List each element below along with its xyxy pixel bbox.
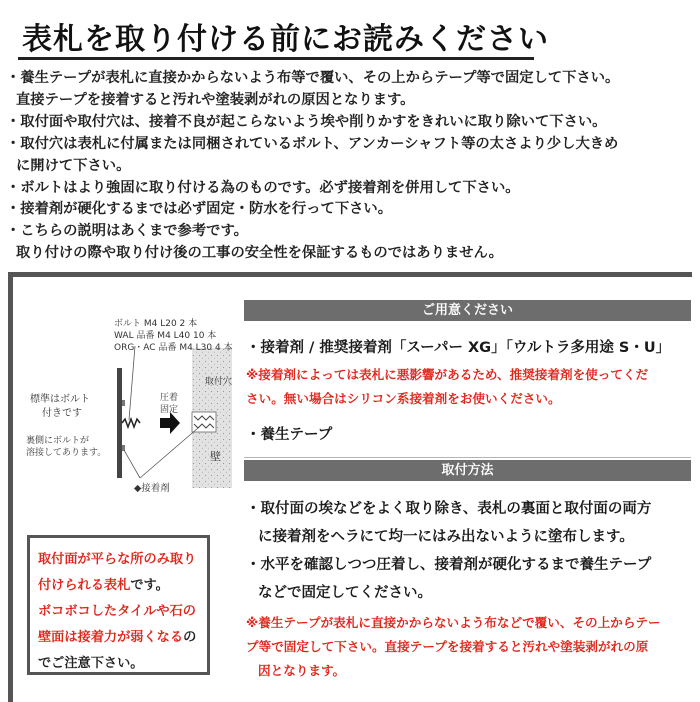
press-arrow-icon bbox=[160, 412, 180, 434]
warning-line: ボコボコしたタイルや石の bbox=[38, 604, 196, 619]
note-line: ・ボルトはより強固に取り付ける為のものです。必ず接着剤を併用して下さい。 bbox=[6, 179, 520, 196]
nameplate-shape bbox=[117, 368, 122, 478]
method-heading: 取付方法 bbox=[244, 460, 691, 481]
note-line: 取り付けの際や取り付け後の工事の安全性を保証するものではありません。 bbox=[16, 245, 503, 262]
method-note-line: プ等で固定して下さい。直接テープを接着すると汚れや塗装剥がれの原 bbox=[246, 639, 649, 654]
hole-label: 取付穴 bbox=[205, 377, 233, 387]
bolt-icon bbox=[122, 419, 140, 427]
method-step-line: ・水平を確認しつつ圧着し、接着剤が硬化するまで養生テープ bbox=[246, 557, 652, 573]
prepare-item-adhesive: ・接着剤 / 推奨接着剤「スーパー XG」「ウルトラ多用途 S・U」 bbox=[246, 340, 671, 356]
prepare-note-line: ※接着剤によっては表札に悪影響があるため、推奨接着剤を使ってくだ bbox=[246, 367, 649, 382]
prepare-item-tape: ・養生テープ bbox=[246, 427, 333, 443]
warning-line bbox=[38, 573, 199, 599]
note-line: ・取付穴は表札に付属または同梱されているボルト、アンカーシャフト等の太さより少し大きめ bbox=[6, 135, 619, 152]
standard-label-2: 付きです bbox=[42, 408, 82, 419]
adhesive-dot bbox=[122, 445, 125, 451]
wall-label: 壁 bbox=[210, 450, 221, 463]
section-divider bbox=[244, 457, 691, 458]
bolt-spec-1: ボルト M4 L20 2 本 bbox=[114, 319, 198, 329]
method-step-line: ・取付面の埃などをよく取り除き、表札の裏面と取付面の両方 bbox=[246, 501, 652, 517]
method-note-line: ※養生テープが表札に直接かからないよう布などで覆い、その上からテー bbox=[246, 615, 661, 630]
bolt-spec-3: ORG・AC 品番 M4 L30 4 本 bbox=[114, 343, 233, 353]
method-step-line: に接着剤をヘラにて均一にはみ出ないように塗布します。 bbox=[258, 529, 634, 545]
note-line: ・接着剤が硬化するまでは必ず固定・防水を行って下さい。 bbox=[6, 201, 393, 218]
adhesive-label: ◆接着剤 bbox=[134, 483, 170, 494]
welded-label-2: 溶接してあります。 bbox=[26, 448, 107, 458]
welded-label-1: 裏側にボルトが bbox=[26, 436, 90, 446]
note-line: ・こちらの説明はあくまで参考です。 bbox=[6, 223, 248, 240]
warning-line bbox=[38, 625, 199, 651]
warning-text: です。 bbox=[130, 578, 169, 593]
note-line: 直接テープを接着すると汚れや塗装剥がれの原因となります。 bbox=[16, 91, 415, 108]
method-step-line: などで固定してください。 bbox=[258, 585, 432, 601]
press-label-2: 固定 bbox=[160, 405, 179, 415]
leader-line bbox=[124, 450, 140, 478]
flat-surface-warning bbox=[27, 535, 210, 675]
prepare-note-line: さい。無い場合はシリコン系接着剤をお使いください。 bbox=[246, 391, 561, 406]
warning-emphasis: 付けられる表札 bbox=[38, 578, 131, 593]
page-title: 表札を取り付ける前にお読みください bbox=[22, 22, 549, 57]
press-label-1: 圧着 bbox=[160, 393, 179, 403]
note-line: に開けて下さい。 bbox=[16, 157, 131, 174]
leader-line bbox=[140, 428, 198, 478]
leader-line bbox=[129, 346, 135, 420]
bolt-spec-2: WAL 品番 M4 L40 10 本 bbox=[114, 331, 217, 341]
warning-line: 取付面が平らな所のみ取り bbox=[38, 552, 197, 567]
warning-emphasis: 壁面は接着力が弱くなる bbox=[38, 630, 184, 645]
warning-line: でご注意下さい。 bbox=[38, 656, 144, 671]
note-line: ・取付面や取付穴は、接着不良が起こらないよう埃や削りかすをきれいに取り除いて下さい。 bbox=[6, 113, 607, 130]
note-line: ・養生テープが表札に直接かからないよう布等で覆い、その上からテープ等で固定して下さい。 bbox=[6, 70, 620, 86]
adhesive-dot bbox=[122, 400, 125, 406]
standard-label-1: 標準はボルト bbox=[30, 394, 90, 405]
method-note-line: 因となります。 bbox=[258, 663, 346, 678]
prepare-heading: ご用意ください bbox=[244, 300, 691, 321]
mounting-hole bbox=[192, 412, 216, 432]
warning-text: の bbox=[183, 630, 197, 645]
